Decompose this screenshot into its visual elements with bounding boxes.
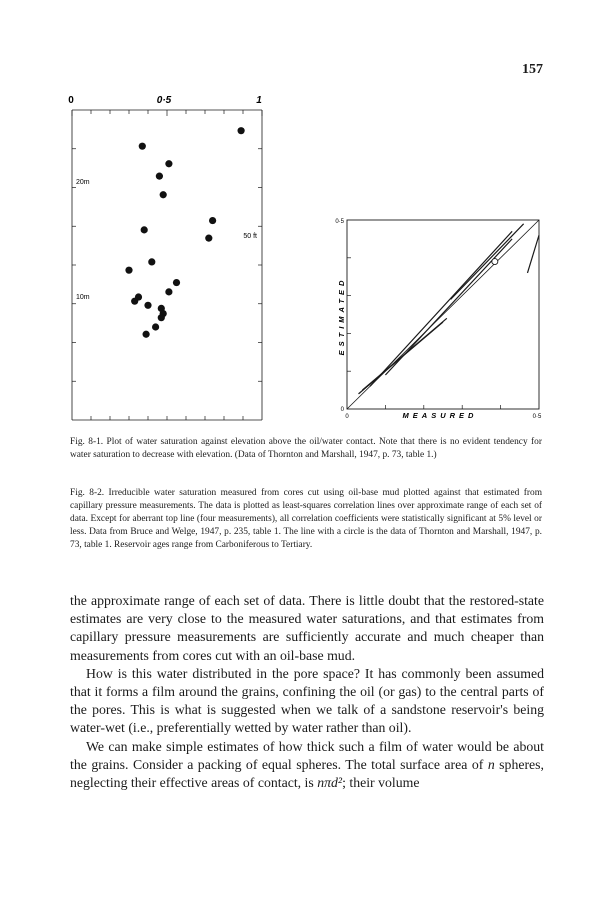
fig2-circle-marker: [492, 259, 498, 265]
figures-svg: [0, 0, 615, 440]
figure-8-1: [68, 95, 262, 420]
fig1-top-label-1: 1: [256, 95, 262, 106]
paragraph-3-end: ; their volume: [342, 775, 420, 791]
paragraph-3: [70, 738, 544, 793]
fig2-y-axis-label: ESTIMATED: [337, 276, 346, 356]
figure-8-2: [335, 219, 542, 420]
fig1-data-point: [143, 331, 150, 338]
fig2-x-axis-label: MEASURED: [402, 411, 478, 420]
fig1-top-label-mid: 0·5: [156, 95, 172, 106]
paragraph-3-n: n: [487, 756, 495, 772]
fig1-data-point: [148, 258, 155, 265]
paragraph-1: the approximate range of each set of data. There is little doubt that the restored-state estimates are very close to the measured water saturations, and that estimates from capillary pressure measurements are sufficiently accurate and much cheaper than measurements from cores cut with an oil-base mud.: [70, 593, 544, 663]
figure-8-1-caption: Fig. 8-1. Plot of water saturation against elevation above the oil/water contact. Note that there is no evident tendency for water saturation to decrease with elevation. (Data of Thornton and Marshall, 1947, p. 73, table 1.): [70, 437, 542, 460]
figure-8-2-caption: Fig. 8-2. Irreducible water saturation measured from cores cut using oil-base mud plotted against that estimated from capillary pressure measurements. The data is plotted as least-squares correlation lines over approximate range of each set of data. Except for aberrant top line (four measurements), all correlation coefficients were statistically significant at 5% level or less. Data from Bruce and Welge, 1947, p. 235, table 1. The line with a circle is the data of Thornton and Marshall, 1947, p. 73, table 1. Reservoir ages range from Carboniferous to Tertiary.: [70, 488, 542, 550]
fig1-depth-label-10m: 10m: [76, 294, 90, 301]
fig1-data-point: [165, 288, 172, 295]
paragraph-3-mid: spheres, neglecting their effective areas of contact, is: [70, 756, 545, 791]
body-text: [70, 592, 544, 792]
fig1-data-point: [165, 160, 172, 167]
page-number: 157: [522, 62, 543, 77]
paragraph-2: How is this water distributed in the pore space? It has commonly been assumed that it forms a film around the grains, confining the oil (or gas) to the central parts of the pores. This is what is suggested when we talk of a sandstone reservoir's being water-wet (i.e., preferentially wetted by water rather than oil).: [70, 665, 544, 736]
fig2-correlation-line: [362, 318, 446, 390]
fig2-correlation-line: [370, 231, 512, 386]
fig1-data-point: [238, 127, 245, 134]
fig1-data-point: [141, 226, 148, 233]
fig1-data-points: [125, 127, 244, 338]
fig1-data-point: [139, 143, 146, 150]
fig1-data-point: [156, 173, 163, 180]
fig2-x-tick-right: 0·5: [532, 414, 542, 420]
fig1-data-point: [131, 298, 138, 305]
fig2-correlation-line: [451, 224, 524, 300]
paragraph-3-start: We can make simple estimates of how thick such a film of water would be about the grains. Consider a packing of equal spheres. The total surface area of: [70, 738, 544, 772]
fig1-data-point: [209, 217, 216, 224]
fig2-y-tick-top: 0·5: [335, 219, 344, 225]
fig2-y-tick-bottom: 0: [340, 407, 344, 413]
fig1-scale-label: 50 ft: [243, 233, 257, 240]
fig2-lines: [347, 220, 539, 409]
fig1-data-point: [173, 279, 180, 286]
paragraph-3-expr: nπd²: [317, 775, 343, 791]
fig2-correlation-line: [527, 235, 539, 273]
fig1-depth-label-20m: 20m: [76, 179, 90, 186]
fig1-data-point: [205, 235, 212, 242]
fig1-data-point: [152, 323, 159, 330]
fig1-data-point: [158, 314, 165, 321]
fig2-x-tick-left: 0: [345, 414, 349, 420]
fig1-top-label-0: 0: [68, 95, 74, 106]
fig1-data-point: [125, 267, 132, 274]
fig1-data-point: [160, 191, 167, 198]
fig1-ticks: [72, 110, 262, 420]
fig1-data-point: [144, 302, 151, 309]
